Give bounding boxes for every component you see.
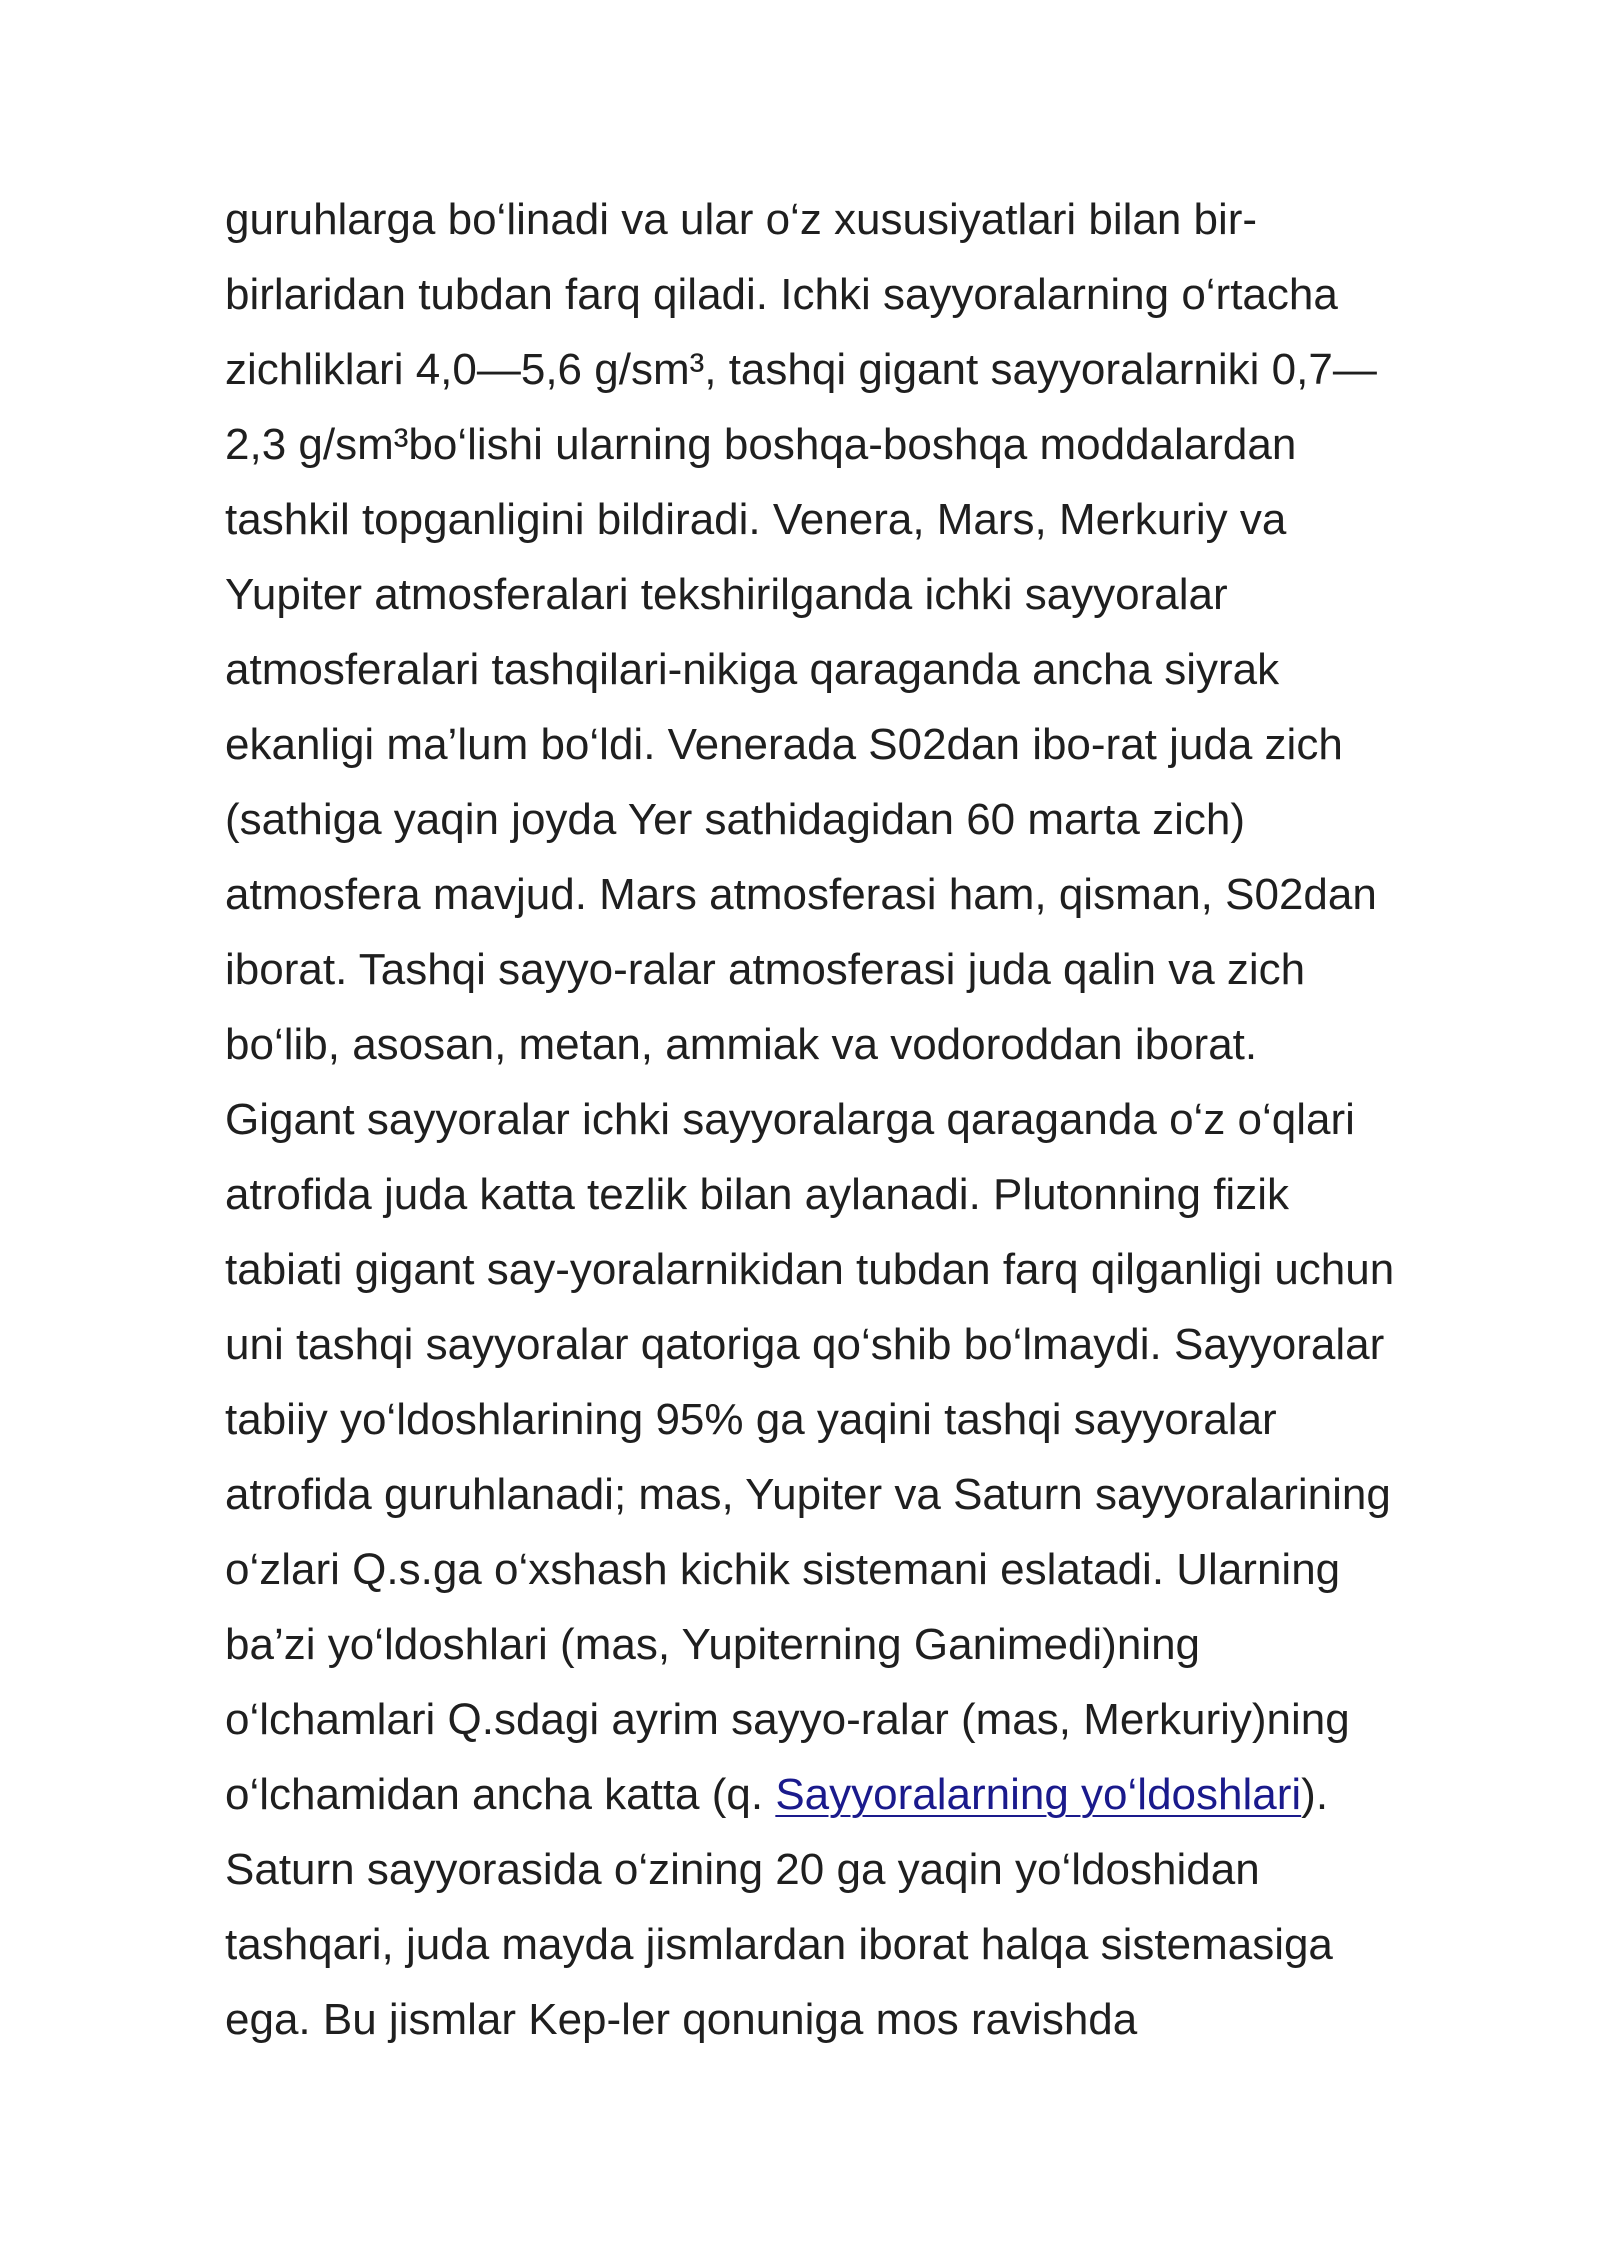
text-line: ekanligi ma’lum bo‘ldi. Venerada S02dan ibo-rat juda zich — [225, 720, 1343, 769]
text-line: iborat. Tashqi sayyo-ralar atmosferasi juda qalin va zich — [225, 945, 1306, 994]
text-line: atrofida juda katta tezlik bilan aylanadi. Plutonning fizik — [225, 1170, 1289, 1219]
text-line: atrofida guruhlanadi; mas, Yupiter va Saturn sayyoralarining — [225, 1470, 1391, 1519]
text-line: guruhlarga bo‘linadi va ular o‘z xususiyatlari bilan bir- — [225, 195, 1258, 244]
text-line: Gigant sayyoralar ichki sayyoralarga qaraganda o‘z o‘qlari — [225, 1095, 1355, 1144]
text-line: 2,3 g/sm³bo‘lishi ularning boshqa-boshqa moddalardan — [225, 420, 1297, 469]
text-line: tashkil topganligini bildiradi. Venera, Mars, Merkuriy va — [225, 495, 1287, 544]
text-line: ba’zi yo‘ldoshlari (mas, Yupiterning Ganimedi)ning — [225, 1620, 1201, 1669]
text-line: atmosfera mavjud. Mars atmosferasi ham, qisman, S02dan — [225, 870, 1377, 919]
body-text — [225, 190, 1515, 2065]
text-line: (sathiga yaqin joyda Yer sathidagidan 60 marta zich) — [225, 795, 1245, 844]
text-line: ega. Bu jismlar Kep-ler qonuniga mos ravishda — [225, 1995, 1138, 2044]
text-line: tabiiy yo‘ldoshlarining 95% ga yaqini tashqi sayyoralar — [225, 1395, 1277, 1444]
text-line: birlaridan tubdan farq qiladi. Ichki sayyoralarning o‘rtacha — [225, 270, 1338, 319]
text-line-with-link — [225, 1765, 1515, 1840]
text-line: Yupiter atmosferalari tekshirilganda ichki sayyoralar — [225, 570, 1228, 619]
text-line: zichliklari 4,0—5,6 g/sm³, tashqi gigant sayyoralarniki 0,7— — [225, 345, 1377, 394]
text-line: uni tashqi sayyoralar qatoriga qo‘shib bo‘lmaydi. Sayyoralar — [225, 1320, 1385, 1369]
link-line-before: o‘lchamidan ancha katta (q. — [225, 1770, 776, 1819]
text-line: o‘zlari Q.s.ga o‘xshash kichik sistemani eslatadi. Ularning — [225, 1545, 1341, 1594]
text-line: tashqari, juda mayda jismlardan iborat halqa sistemasiga — [225, 1920, 1333, 1969]
text-line: bo‘lib, asosan, metan, ammiak va vodoroddan iborat. — [225, 1020, 1258, 1069]
text-line: atmosferalari tashqilari-nikiga qaraganda ancha siyrak — [225, 645, 1280, 694]
link-line-after: ). — [1301, 1770, 1329, 1819]
text-line: tabiati gigant say-yoralarnikidan tubdan farq qilganligi uchun — [225, 1245, 1395, 1294]
text-line: o‘lchamlari Q.sdagi ayrim sayyo-ralar (mas, Merkuriy)ning — [225, 1695, 1350, 1744]
sayyoralarning-yoldoshlari-link[interactable]: Sayyoralarning yo‘ldoshlari — [775, 1770, 1302, 1819]
text-line: Saturn sayyorasida o‘zining 20 ga yaqin yo‘ldoshidan — [225, 1845, 1260, 1894]
